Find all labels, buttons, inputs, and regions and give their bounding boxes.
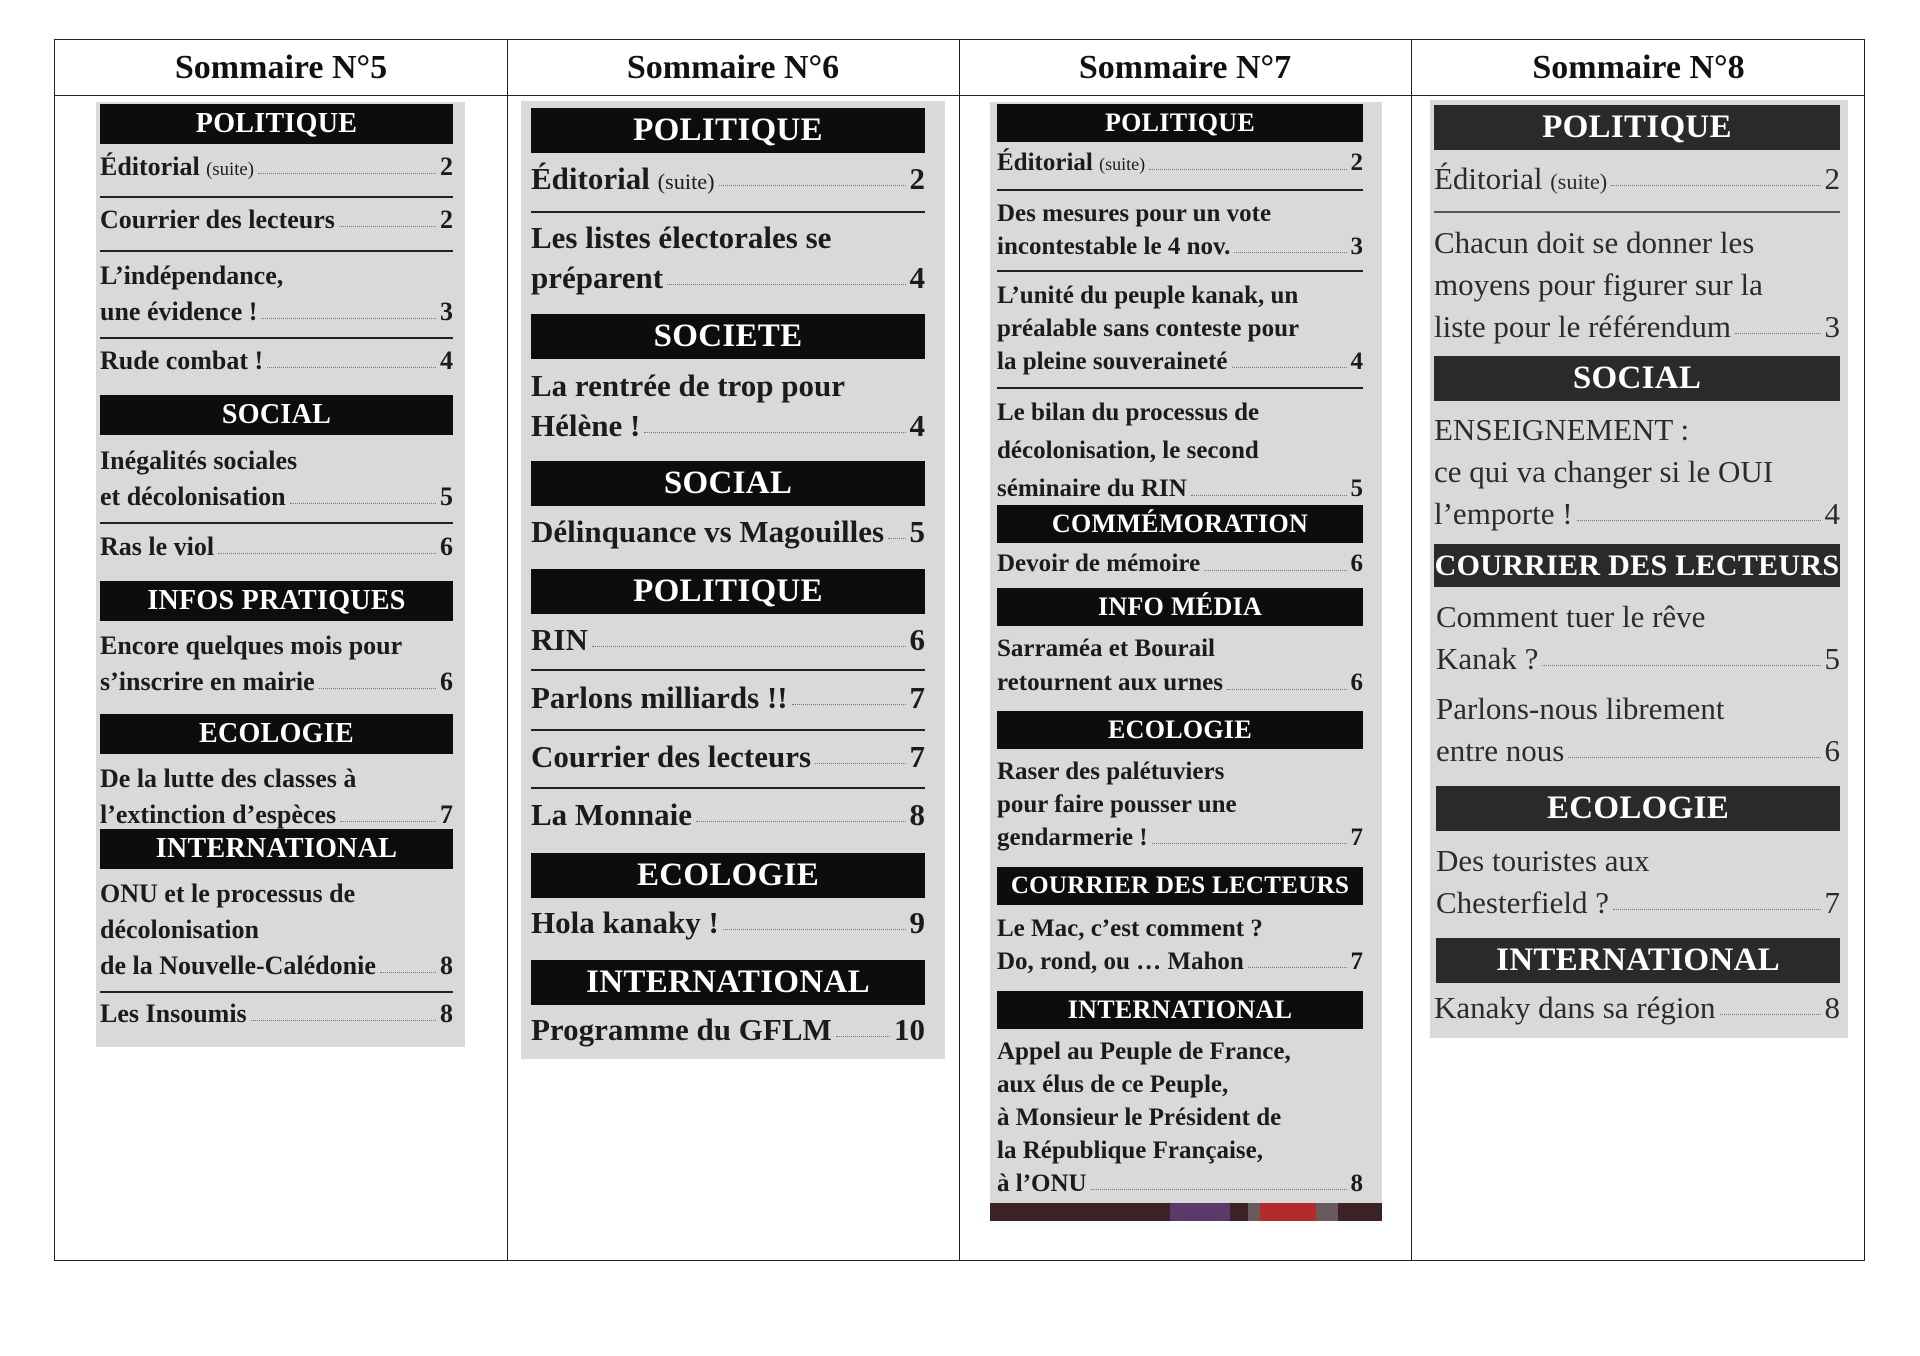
page-number: 2 xyxy=(440,152,453,181)
entry-title: préparent xyxy=(531,260,664,295)
page-number: 4 xyxy=(1350,348,1363,375)
divider xyxy=(100,991,453,993)
entry-line: pour faire pousser une xyxy=(997,791,1237,818)
toc-entry xyxy=(997,755,1363,854)
toc-entry xyxy=(100,258,453,330)
entry-title: Éditorial xyxy=(100,152,200,181)
entry-line: Les listes électorales se xyxy=(531,220,832,255)
divider xyxy=(997,189,1363,191)
column-divider xyxy=(959,40,960,1260)
category-commemoration: COMMÉMORATION xyxy=(997,505,1363,543)
category-international: INTERNATIONAL xyxy=(531,960,925,1005)
entry-title: Programme du GFLM xyxy=(531,1012,832,1047)
category-ecologie: ECOLOGIE xyxy=(997,711,1363,749)
entry-title: Do, rond, ou … Mahon xyxy=(997,948,1244,975)
toc-entry xyxy=(100,443,453,515)
entry-line: Des touristes aux xyxy=(1436,843,1650,878)
entry-title: Courrier des lecteurs xyxy=(531,739,812,774)
toc-entry xyxy=(100,876,453,984)
category-politique: POLITIQUE xyxy=(1434,105,1840,150)
page-number: 7 xyxy=(1350,948,1363,975)
page-number: 5 xyxy=(1350,475,1363,502)
page-number: 4 xyxy=(909,408,925,443)
page-number: 7 xyxy=(1824,885,1840,920)
divider xyxy=(100,250,453,252)
header-sommaire-5: Sommaire N°5 xyxy=(174,49,388,86)
category-info-media: INFO MÉDIA xyxy=(997,588,1363,626)
cropped-page-strip xyxy=(990,1203,1382,1221)
entry-title: séminaire du RIN xyxy=(997,475,1187,502)
category-courrier-des-lecteurs: COURRIER DES LECTEURS xyxy=(1434,544,1840,587)
entry-title: une évidence ! xyxy=(100,297,258,326)
entry-subtitle: (suite) xyxy=(1099,154,1146,174)
entry-line: Appel au Peuple de France, xyxy=(997,1038,1291,1065)
category-ecologie: ECOLOGIE xyxy=(531,853,925,898)
entry-line: Inégalités sociales xyxy=(100,446,298,475)
category-social: SOCIAL xyxy=(531,461,925,506)
category-ecologie: ECOLOGIE xyxy=(100,714,453,754)
page-number: 4 xyxy=(440,346,453,375)
entry-title: Courrier des lecteurs xyxy=(100,205,335,234)
column-divider xyxy=(1411,40,1412,1260)
toc-entry xyxy=(1436,840,1840,924)
category-infos-pratiques: INFOS PRATIQUES xyxy=(100,581,453,621)
category-courrier-des-lecteurs: COURRIER DES LECTEURS xyxy=(997,867,1363,905)
entry-subtitle: (suite) xyxy=(657,169,715,194)
entry-title: Éditorial xyxy=(997,149,1093,176)
page-number: 6 xyxy=(909,622,925,657)
entry-title: l’emporte ! xyxy=(1434,496,1573,531)
page-number: 4 xyxy=(909,260,925,295)
toc-entry xyxy=(531,1012,925,1048)
page-number: 2 xyxy=(1350,149,1363,176)
page-number: 6 xyxy=(1350,669,1363,696)
toc-entry xyxy=(1436,596,1840,680)
entry-subtitle: (suite) xyxy=(1550,169,1608,194)
toc-entry xyxy=(997,1035,1363,1200)
entry-title: Éditorial xyxy=(1434,161,1543,196)
entry-title: Rude combat ! xyxy=(100,346,264,375)
entry-line: moyens pour figurer sur la xyxy=(1434,267,1763,302)
page-number: 5 xyxy=(909,514,925,549)
entry-line: Comment tuer le rêve xyxy=(1436,599,1706,634)
category-politique: POLITIQUE xyxy=(100,104,453,144)
page-number: 2 xyxy=(1824,161,1840,196)
header-sommaire-6: Sommaire N°6 xyxy=(626,49,840,86)
entry-line: Le bilan du processus de xyxy=(997,399,1260,426)
toc-entry xyxy=(997,912,1363,978)
entry-line: De la lutte des classes à xyxy=(100,764,357,793)
toc-entry xyxy=(531,680,925,716)
toc-entry xyxy=(100,346,453,376)
toc-entry xyxy=(100,205,453,235)
entry-line: Le Mac, c’est comment ? xyxy=(997,915,1263,942)
entry-line: préalable sans conteste pour xyxy=(997,315,1300,342)
entry-title: incontestable le 4 nov. xyxy=(997,233,1231,260)
entry-title: l’extinction d’espèces xyxy=(100,800,337,829)
entry-title: à l’ONU xyxy=(997,1170,1087,1197)
page-number: 2 xyxy=(909,161,925,196)
entry-line: La rentrée de trop pour xyxy=(531,368,845,403)
entry-title: entre nous xyxy=(1436,733,1565,768)
page-number: 6 xyxy=(1824,733,1840,768)
toc-entry xyxy=(997,279,1363,378)
header-sommaire-8: Sommaire N°8 xyxy=(1532,49,1745,86)
entry-title: Kanaky dans sa région xyxy=(1434,990,1716,1025)
category-international: INTERNATIONAL xyxy=(100,829,453,869)
entry-line: Sarraméa et Bourail xyxy=(997,635,1216,662)
toc-entry xyxy=(997,197,1363,263)
page-number: 8 xyxy=(1824,990,1840,1025)
entry-title: Les Insoumis xyxy=(100,999,247,1028)
page-number: 3 xyxy=(1350,233,1363,260)
entry-line: décolonisation, le second xyxy=(997,437,1259,464)
page-number: 7 xyxy=(1350,824,1363,851)
entry-title: Chesterfield ? xyxy=(1436,885,1610,920)
category-international: INTERNATIONAL xyxy=(1436,938,1840,983)
entry-title: liste pour le référendum xyxy=(1434,309,1731,344)
toc-entry xyxy=(1436,688,1840,772)
page-number: 6 xyxy=(440,667,453,696)
divider xyxy=(531,669,925,671)
page-number: 6 xyxy=(440,532,453,561)
entry-title: La Monnaie xyxy=(531,797,693,832)
category-politique: POLITIQUE xyxy=(997,104,1363,142)
entry-line: L’unité du peuple kanak, un xyxy=(997,282,1299,309)
entry-line: à Monsieur le Président de xyxy=(997,1104,1282,1131)
entry-title: Hola kanaky ! xyxy=(531,905,719,940)
column-divider xyxy=(507,40,508,1260)
toc-entry xyxy=(1434,222,1840,348)
toc-entry xyxy=(531,366,925,446)
toc-entry xyxy=(1434,161,1840,197)
category-societe: SOCIETE xyxy=(531,314,925,359)
page-number: 8 xyxy=(440,951,453,980)
toc-entry xyxy=(100,152,453,182)
page-number: 3 xyxy=(440,297,453,326)
divider xyxy=(1434,211,1840,213)
entry-title: Devoir de mémoire xyxy=(997,550,1201,577)
entry-title: Parlons milliards !! xyxy=(531,680,788,715)
entry-line: Chacun doit se donner les xyxy=(1434,225,1755,260)
entry-line: Encore quelques mois pour xyxy=(100,631,403,660)
divider xyxy=(531,787,925,789)
toc-entry xyxy=(531,218,925,298)
entry-line: ONU et le processus de xyxy=(100,879,356,908)
entry-title: RIN xyxy=(531,622,588,657)
entry-line: décolonisation xyxy=(100,915,259,944)
category-social: SOCIAL xyxy=(100,395,453,435)
toc-entry xyxy=(100,532,453,562)
toc-entry xyxy=(531,622,925,658)
entry-line: L’indépendance, xyxy=(100,261,284,290)
divider xyxy=(531,211,925,213)
toc-entry xyxy=(997,149,1363,177)
toc-entry xyxy=(100,761,453,833)
toc-entry xyxy=(1434,990,1840,1026)
toc-entry xyxy=(531,514,925,550)
page-number: 8 xyxy=(1350,1170,1363,1197)
toc-entry xyxy=(531,161,925,197)
entry-line: Des mesures pour un vote xyxy=(997,200,1272,227)
header-sommaire-7: Sommaire N°7 xyxy=(1078,49,1292,86)
page-number: 5 xyxy=(1824,641,1840,676)
entry-title: la pleine souveraineté xyxy=(997,348,1228,375)
divider xyxy=(100,196,453,198)
entry-line: Raser des palétuviers xyxy=(997,758,1225,785)
page-number: 7 xyxy=(909,680,925,715)
page-number: 7 xyxy=(440,800,453,829)
toc-entry xyxy=(100,628,453,700)
toc-entry xyxy=(531,739,925,775)
page-number: 6 xyxy=(1350,550,1363,577)
entry-title: retournent aux urnes xyxy=(997,669,1223,696)
page-number: 3 xyxy=(1824,309,1840,344)
divider xyxy=(100,337,453,339)
entry-line: la République Française, xyxy=(997,1137,1263,1164)
page-number: 5 xyxy=(440,482,453,511)
entry-line: ENSEIGNEMENT : xyxy=(1434,412,1690,447)
toc-entry xyxy=(531,905,925,941)
toc-entry xyxy=(997,550,1363,578)
entry-title: gendarmerie ! xyxy=(997,824,1148,851)
entry-title: Ras le viol xyxy=(100,532,215,561)
entry-title: s’inscrire en mairie xyxy=(100,667,315,696)
entry-title: de la Nouvelle-Calédonie xyxy=(100,951,376,980)
category-international: INTERNATIONAL xyxy=(997,991,1363,1029)
page-number: 4 xyxy=(1824,496,1840,531)
category-politique: POLITIQUE xyxy=(531,108,925,153)
page-number: 8 xyxy=(909,797,925,832)
page-number: 7 xyxy=(909,739,925,774)
page-number: 8 xyxy=(440,999,453,1028)
entry-title: Éditorial xyxy=(531,161,650,196)
toc-entry xyxy=(100,999,453,1029)
page-number: 2 xyxy=(440,205,453,234)
entry-line: ce qui va changer si le OUI xyxy=(1434,454,1774,489)
category-politique: POLITIQUE xyxy=(531,569,925,614)
category-ecologie: ECOLOGIE xyxy=(1436,786,1840,831)
toc-entry xyxy=(997,394,1363,508)
divider xyxy=(100,522,453,524)
toc-entry xyxy=(1434,409,1840,535)
toc-entry xyxy=(997,632,1363,700)
divider xyxy=(997,270,1363,272)
toc-entry xyxy=(531,797,925,833)
entry-title: Hélène ! xyxy=(531,408,641,443)
category-social: SOCIAL xyxy=(1434,356,1840,401)
entry-line: Parlons-nous librement xyxy=(1436,691,1725,726)
entry-title: Kanak ? xyxy=(1436,641,1539,676)
page-number: 10 xyxy=(894,1012,925,1047)
page-number: 9 xyxy=(909,905,925,940)
entry-line: aux élus de ce Peuple, xyxy=(997,1071,1229,1098)
entry-title: Délinquance vs Magouilles xyxy=(531,514,885,549)
entry-title: et décolonisation xyxy=(100,482,286,511)
divider xyxy=(531,729,925,731)
divider xyxy=(997,387,1363,389)
entry-subtitle: (suite) xyxy=(206,159,254,180)
